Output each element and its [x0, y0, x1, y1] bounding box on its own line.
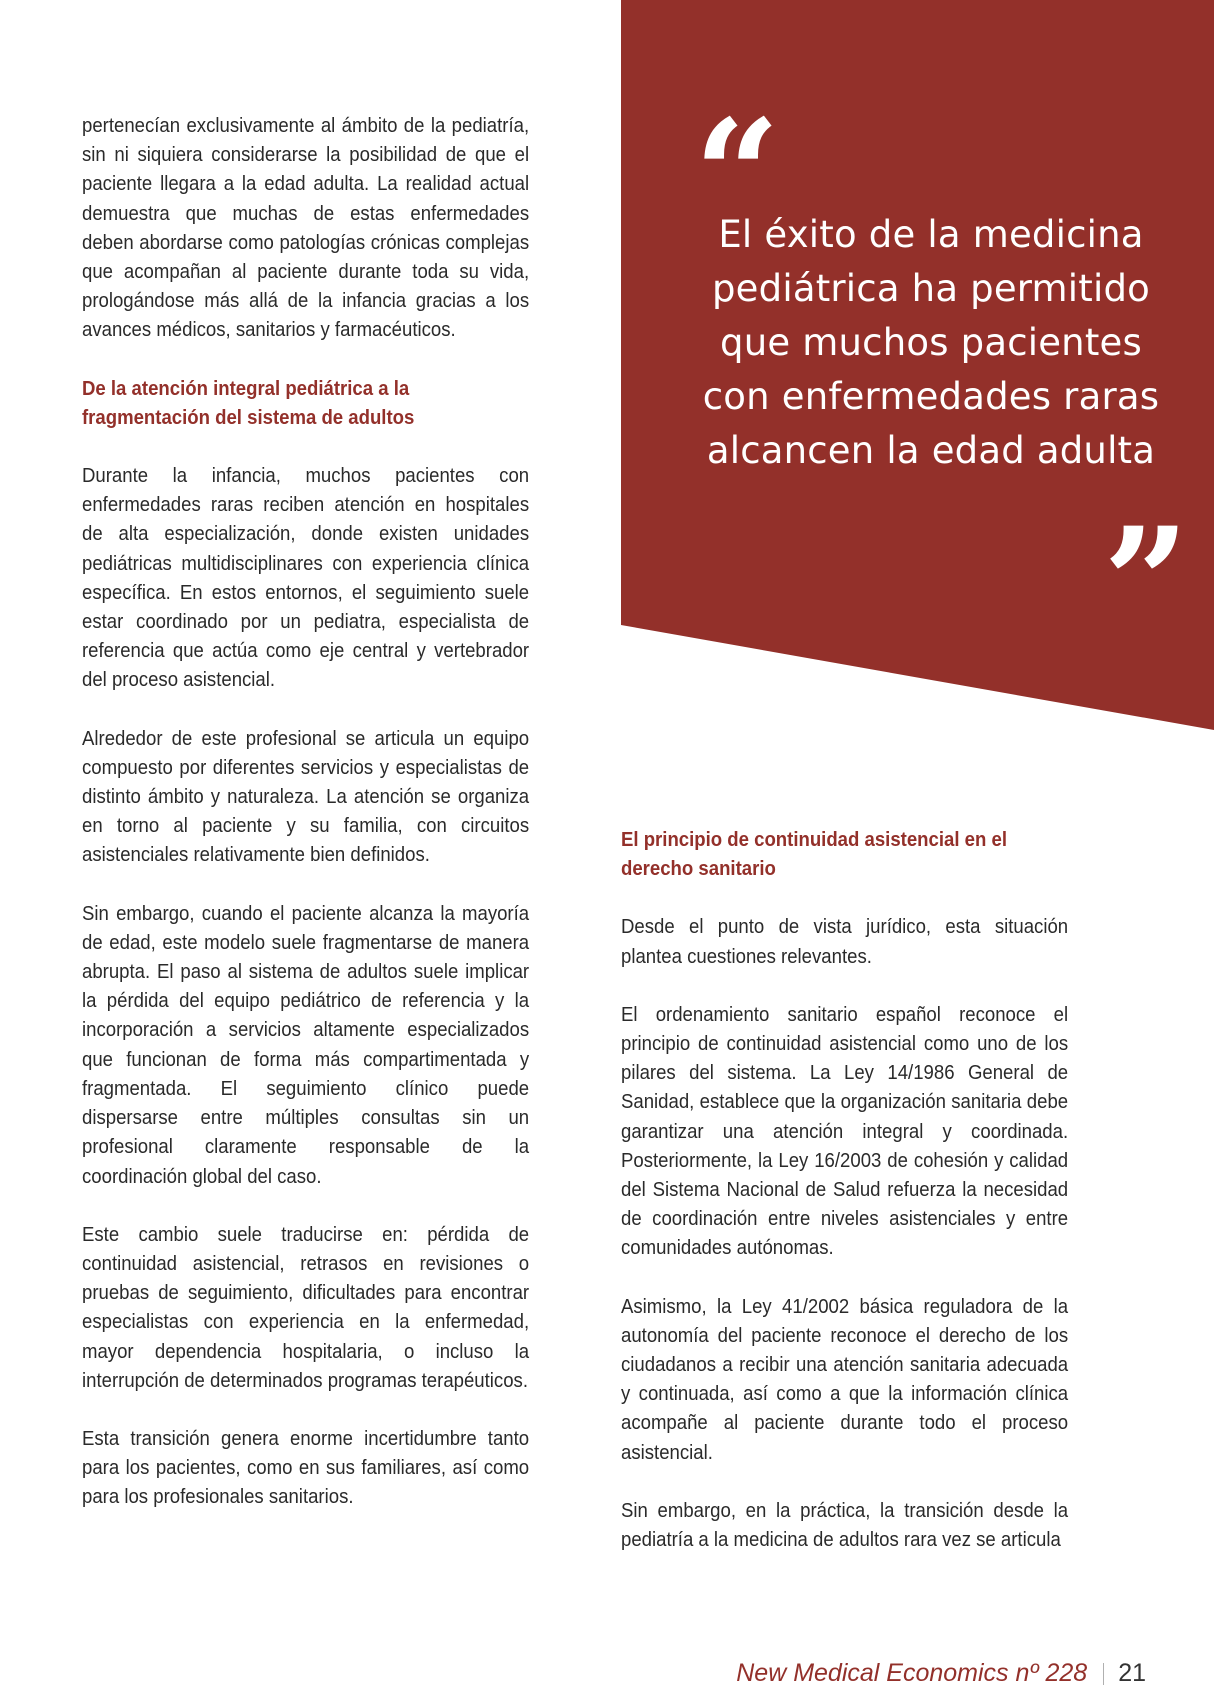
pull-quote-text: El éxito de la medicina pediátrica ha permitido que muchos pacientes con enfermedades raras alcancen la edad adulta [702, 213, 1160, 472]
left-column [82, 112, 529, 1542]
footer-divider [1103, 1663, 1104, 1685]
left-section-heading: De la atención integral pediátrica a la fragmentación del sistema de adultos [82, 377, 415, 429]
right-paragraph-2: El ordenamiento sanitario español reconoce el principio de continuidad asistencial como uno de los pilares del sistema. La Ley 14/1986 General de Sanidad, establece que la organización sanitaria debe garantizar una atención integral y coordinada. Posteriormente, la Ley 16/2003 de cohesión y calidad del Sistema Nacional de Salud refuerza la necesidad de coordinación entre niveles asistenciales y entre comunidades autónomas. [621, 1003, 1069, 1260]
left-paragraph-3: Alrededor de este profesional se articula un equipo compuesto por diferentes servicios y especialistas de distinto ámbito y naturaleza. La atención se organiza en torno al paciente y su familia, con circuitos asistenciales relativamente bien definidos. [82, 727, 530, 867]
left-paragraph-2: Durante la infancia, muchos pacientes con enfermedades raras reciben atención en hospitales de alta especialización, donde existen unidades pediátricas multidisciplinares con experiencia clínica específica. En estos entornos, el seguimiento suele estar coordinado por un pediatra, especialista de referencia que actúa como eje central y vertebrador del proceso asistencial. [82, 465, 530, 692]
right-paragraph-1: Desde el punto de vista jurídico, esta situación plantea cuestiones relevantes. [621, 916, 1069, 968]
pull-quote-panel [621, 0, 1214, 730]
left-paragraph-6: Esta transición genera enorme incertidumbre tanto para los pacientes, como en sus familiares, así como para los profesionales sanitarios. [82, 1427, 530, 1509]
right-column [621, 826, 1068, 1584]
page-footer [736, 1659, 1146, 1688]
right-paragraph-4: Sin embargo, en la práctica, la transición desde la pediatría a la medicina de adultos rara vez se articula [621, 1499, 1069, 1552]
left-paragraph-4: Sin embargo, cuando el paciente alcanza la mayoría de edad, este modelo suele fragmentarse de manera abrupta. El paso al sistema de adultos suele implicar la pérdida del equipo pediátrico de referencia y la incorporación a servicios altamente especializados que funcionan de forma más compartimentada y fragmentada. El seguimiento clínico puede dispersarse entre múltiples consultas sin un profesional claramente responsable de la coordinación global del caso. [82, 902, 530, 1188]
right-section-heading: El principio de continuidad asistencial en el derecho sanitario [621, 829, 1007, 881]
left-paragraph-1: pertenecían exclusivamente al ámbito de la pediatría, sin ni siquiera considerarse la posibilidad de que el paciente llegara a la edad adulta. La realidad actual demuestra que muchas de estas enfermedades deben abordarse como patologías crónicas complejas que acompañan al paciente durante toda su vida, prologándose más allá de la infancia gracias a los avances médicos, sanitarios y farmacéuticos. [82, 115, 530, 342]
left-paragraph-5: Este cambio suele traducirse en: pérdida de continuidad asistencial, retrasos en revisiones o pruebas de seguimiento, dificultades para encontrar especialistas con experiencia en la enfermedad, mayor dependencia hospitalaria, o incluso la interrupción de determinados programas terapéuticos. [82, 1223, 530, 1392]
right-paragraph-3: Asimismo, la Ley 41/2002 básica reguladora de la autonomía del paciente reconoce el derecho de los ciudadanos a recibir una atención sanitaria adecuada y continuada, así como a que la información clínica acompañe al paciente durante todo el proceso asistencial. [621, 1295, 1069, 1464]
close-quote-mark: ” [1103, 495, 1190, 671]
open-quote-mark: “ [694, 87, 781, 263]
publication-name: New Medical Economics nº 228 [736, 1659, 1088, 1687]
page-number: 21 [1118, 1659, 1146, 1687]
